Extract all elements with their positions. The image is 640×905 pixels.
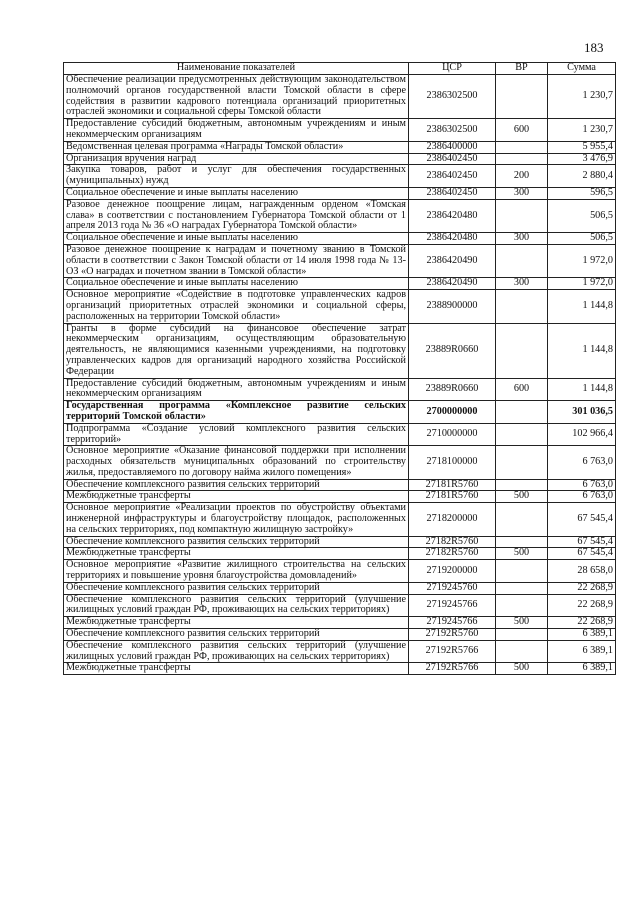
- cell-name: Социальное обеспечение и иные выплаты населению: [64, 233, 409, 245]
- cell-sum: 2 880,4: [548, 165, 616, 188]
- cell-name: Основное мероприятие «Содействие в подготовке управленческих кадров организаций приоритетных отраслей экономики и социальной сферы, расположенных на территории Томской области»: [64, 290, 409, 323]
- cell-vr: [496, 536, 548, 548]
- page-number: 183: [584, 40, 604, 55]
- cell-csr: 27182R5760: [409, 548, 496, 560]
- cell-sum: 1 144,8: [548, 290, 616, 323]
- cell-sum: 5 955,4: [548, 141, 616, 153]
- cell-vr: [496, 323, 548, 378]
- cell-name: Основное мероприятие «Развитие жилищного строительства на сельских территориях и повышение уровня благоустройства домовладений»: [64, 560, 409, 583]
- cell-vr: [496, 594, 548, 617]
- table-row: [64, 536, 616, 548]
- cell-name: Предоставление субсидий бюджетным, автономным учреждениям и иным некоммерческим организациям: [64, 119, 409, 142]
- table-row: [64, 560, 616, 583]
- table-row: [64, 119, 616, 142]
- cell-csr: 27192R5766: [409, 663, 496, 675]
- table-row: [64, 491, 616, 503]
- cell-name: Обеспечение комплексного развития сельских территорий (улучшение жилищных условий граждан РФ, проживающих на сельских территориях): [64, 594, 409, 617]
- cell-vr: 300: [496, 187, 548, 199]
- table-row: [64, 75, 616, 119]
- cell-name: Межбюджетные трансферты: [64, 663, 409, 675]
- table-row: [64, 446, 616, 479]
- cell-name: Основное мероприятие «Оказание финансовой поддержки при исполнении расходных обязательств муниципальных образований по строительству жилья, предоставляемого по договору найма жилого помещения»: [64, 446, 409, 479]
- cell-sum: 301 036,5: [548, 401, 616, 424]
- cell-sum: 67 545,4: [548, 503, 616, 536]
- table-row: [64, 187, 616, 199]
- cell-name: Обеспечение комплексного развития сельских территорий: [64, 582, 409, 594]
- cell-csr: 27181R5760: [409, 479, 496, 491]
- cell-sum: 22 268,9: [548, 582, 616, 594]
- table-row: [64, 165, 616, 188]
- cell-csr: 2386420490: [409, 278, 496, 290]
- table-row: [64, 278, 616, 290]
- cell-vr: [496, 244, 548, 277]
- cell-sum: 596,5: [548, 187, 616, 199]
- cell-name: Организация вручения наград: [64, 153, 409, 165]
- cell-sum: 506,5: [548, 199, 616, 232]
- cell-vr: [496, 199, 548, 232]
- cell-csr: 2710000000: [409, 423, 496, 446]
- cell-name: Предоставление субсидий бюджетным, автономным учреждениям и иным некоммерческим организациям: [64, 378, 409, 401]
- cell-name: Обеспечение комплексного развития сельских территорий: [64, 479, 409, 491]
- cell-csr: 2386420490: [409, 244, 496, 277]
- cell-vr: 500: [496, 491, 548, 503]
- cell-name: Межбюджетные трансферты: [64, 617, 409, 629]
- table-row: [64, 153, 616, 165]
- header-vr: ВР: [496, 63, 548, 75]
- cell-name: Основное мероприятие «Реализации проектов по обустройству объектами инженерной инфраструктуры и благоустройству площадок, расположенных на сельских территориях, под компактную жилищную застройку»: [64, 503, 409, 536]
- table-row: [64, 617, 616, 629]
- table-row: [64, 594, 616, 617]
- table-row: [64, 323, 616, 378]
- cell-csr: 27192R5766: [409, 640, 496, 663]
- cell-name: Гранты в форме субсидий на финансовое обеспечение затрат некоммерческим организациям, осуществляющим образовательную деятельность, не являющимися казенными учреждениями, на подготовку управленческих кадров для организаций народного хозяйства Российской Федерации: [64, 323, 409, 378]
- cell-name: Обеспечение комплексного развития сельских территорий (улучшение жилищных условий граждан РФ, проживающих на сельских территориях): [64, 640, 409, 663]
- cell-name: Обеспечение комплексного развития сельских территорий: [64, 536, 409, 548]
- cell-vr: [496, 582, 548, 594]
- cell-sum: 6 763,0: [548, 491, 616, 503]
- cell-sum: 1 144,8: [548, 378, 616, 401]
- cell-vr: 200: [496, 165, 548, 188]
- cell-sum: 1 144,8: [548, 323, 616, 378]
- cell-sum: 1 230,7: [548, 75, 616, 119]
- table-row: [64, 503, 616, 536]
- cell-csr: 2386302500: [409, 119, 496, 142]
- cell-vr: 300: [496, 233, 548, 245]
- cell-csr: 2719200000: [409, 560, 496, 583]
- cell-csr: 2386420480: [409, 199, 496, 232]
- cell-name: Обеспечение комплексного развития сельских территорий: [64, 629, 409, 641]
- budget-table: [63, 62, 616, 675]
- cell-vr: 500: [496, 617, 548, 629]
- cell-name: Государственная программа «Комплексное развитие сельских территорий Томской области»: [64, 401, 409, 424]
- cell-csr: 2386402450: [409, 165, 496, 188]
- cell-name: Обеспечение реализации предусмотренных действующим законодательством полномочий органов государственной власти Томской области в сфере содействия в развитии кадрового потенциала организаций приоритетных отраслей экономики и социальной сферы Томской области: [64, 75, 409, 119]
- cell-vr: [496, 479, 548, 491]
- cell-sum: 22 268,9: [548, 617, 616, 629]
- cell-sum: 6 389,1: [548, 663, 616, 675]
- cell-csr: 2719245766: [409, 617, 496, 629]
- cell-csr: 2719245766: [409, 594, 496, 617]
- cell-vr: [496, 560, 548, 583]
- cell-sum: 22 268,9: [548, 594, 616, 617]
- table-row: [64, 663, 616, 675]
- table-row: [64, 244, 616, 277]
- cell-csr: 23889R0660: [409, 323, 496, 378]
- cell-sum: 6 763,0: [548, 479, 616, 491]
- table-header-row: [64, 63, 616, 75]
- cell-name: Разовое денежное поощрение лицам, награжденным орденом «Томская слава» в соответствии с постановлением Губернатора Томской области от 1 апреля 2013 года № 36 «О наградах Губернатора Томской области»: [64, 199, 409, 232]
- cell-csr: 2386302500: [409, 75, 496, 119]
- cell-name: Межбюджетные трансферты: [64, 491, 409, 503]
- cell-name: Межбюджетные трансферты: [64, 548, 409, 560]
- table-row: [64, 548, 616, 560]
- cell-sum: 1 972,0: [548, 244, 616, 277]
- table-row: [64, 423, 616, 446]
- cell-vr: [496, 423, 548, 446]
- cell-csr: 2386400000: [409, 141, 496, 153]
- cell-csr: 2719245760: [409, 582, 496, 594]
- cell-sum: 6 763,0: [548, 446, 616, 479]
- cell-csr: 27181R5760: [409, 491, 496, 503]
- cell-sum: 1 972,0: [548, 278, 616, 290]
- cell-sum: 28 658,0: [548, 560, 616, 583]
- cell-name: Социальное обеспечение и иные выплаты населению: [64, 278, 409, 290]
- cell-sum: 67 545,4: [548, 548, 616, 560]
- cell-name: Ведомственная целевая программа «Награды Томской области»: [64, 141, 409, 153]
- cell-sum: 3 476,9: [548, 153, 616, 165]
- table-row: [64, 199, 616, 232]
- table-row: [64, 141, 616, 153]
- cell-vr: [496, 141, 548, 153]
- table-row: [64, 401, 616, 424]
- table-row: [64, 640, 616, 663]
- cell-vr: 600: [496, 378, 548, 401]
- cell-csr: 2718100000: [409, 446, 496, 479]
- cell-vr: 500: [496, 548, 548, 560]
- table-body: [64, 75, 616, 675]
- table-row: [64, 233, 616, 245]
- cell-vr: [496, 629, 548, 641]
- cell-name: Подпрограмма «Создание условий комплексного развития сельских территорий»: [64, 423, 409, 446]
- cell-csr: 27182R5760: [409, 536, 496, 548]
- cell-sum: 102 966,4: [548, 423, 616, 446]
- cell-vr: [496, 290, 548, 323]
- cell-csr: 2386402450: [409, 187, 496, 199]
- cell-sum: 6 389,1: [548, 629, 616, 641]
- table-row: [64, 290, 616, 323]
- cell-vr: [496, 153, 548, 165]
- header-sum: Сумма: [548, 63, 616, 75]
- cell-vr: [496, 75, 548, 119]
- cell-vr: [496, 446, 548, 479]
- cell-sum: 67 545,4: [548, 536, 616, 548]
- cell-csr: 2386420480: [409, 233, 496, 245]
- table-row: [64, 378, 616, 401]
- table-row: [64, 582, 616, 594]
- cell-csr: 2700000000: [409, 401, 496, 424]
- cell-vr: [496, 401, 548, 424]
- header-csr: ЦСР: [409, 63, 496, 75]
- cell-csr: 23889R0660: [409, 378, 496, 401]
- cell-csr: 2386402450: [409, 153, 496, 165]
- table-row: [64, 479, 616, 491]
- table-row: [64, 629, 616, 641]
- cell-vr: [496, 640, 548, 663]
- cell-name: Закупка товаров, работ и услуг для обеспечения государственных (муниципальных) нужд: [64, 165, 409, 188]
- cell-vr: 300: [496, 278, 548, 290]
- cell-sum: 1 230,7: [548, 119, 616, 142]
- header-name: Наименование показателей: [64, 63, 409, 75]
- cell-name: Разовое денежное поощрение к наградам и почетному званию в Томской области в соответствии с Закон Томской области от 14 июля 1998 года № 13-ОЗ «О наградах и почетном звании в Томской области»: [64, 244, 409, 277]
- cell-vr: [496, 503, 548, 536]
- cell-vr: 500: [496, 663, 548, 675]
- cell-sum: 506,5: [548, 233, 616, 245]
- cell-sum: 6 389,1: [548, 640, 616, 663]
- cell-name: Социальное обеспечение и иные выплаты населению: [64, 187, 409, 199]
- cell-vr: 600: [496, 119, 548, 142]
- cell-csr: 27192R5760: [409, 629, 496, 641]
- cell-csr: 2388900000: [409, 290, 496, 323]
- cell-csr: 2718200000: [409, 503, 496, 536]
